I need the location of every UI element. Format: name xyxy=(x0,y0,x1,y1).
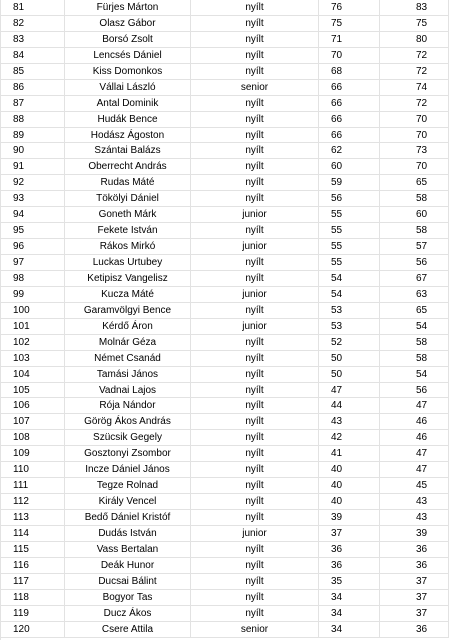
category-cell[interactable]: nyílt xyxy=(191,48,319,63)
name-cell[interactable]: Rákos Mirkó xyxy=(65,239,191,254)
table-row xyxy=(1,303,449,319)
name-cell[interactable]: Kiss Domonkos xyxy=(65,64,191,79)
score2-cell[interactable]: 54 xyxy=(380,367,449,382)
rank-cell[interactable]: 91 xyxy=(1,159,65,174)
table-row xyxy=(1,143,449,159)
score2-cell[interactable]: 36 xyxy=(380,542,449,557)
score1-cell[interactable]: 40 xyxy=(319,478,380,493)
score2-cell[interactable]: 47 xyxy=(380,462,449,477)
table-body xyxy=(1,0,449,638)
score2-cell[interactable]: 58 xyxy=(380,223,449,238)
score1-cell[interactable]: 68 xyxy=(319,64,380,79)
name-cell[interactable]: Molnár Géza xyxy=(65,335,191,350)
table-row xyxy=(1,271,449,287)
name-cell[interactable]: Rudas Máté xyxy=(65,175,191,190)
rank-cell[interactable]: 83 xyxy=(1,32,65,47)
category-cell[interactable]: nyílt xyxy=(191,351,319,366)
score2-cell[interactable]: 65 xyxy=(380,303,449,318)
name-cell[interactable]: Király Vencel xyxy=(65,494,191,509)
category-cell[interactable]: nyílt xyxy=(191,64,319,79)
score2-cell[interactable]: 54 xyxy=(380,319,449,334)
category-cell[interactable]: nyílt xyxy=(191,446,319,461)
score2-cell[interactable]: 58 xyxy=(380,335,449,350)
score2-cell[interactable]: 80 xyxy=(380,32,449,47)
category-cell[interactable]: nyílt xyxy=(191,223,319,238)
score2-cell[interactable]: 37 xyxy=(380,590,449,605)
score1-cell[interactable]: 75 xyxy=(319,16,380,31)
rank-cell[interactable]: 98 xyxy=(1,271,65,286)
table-row xyxy=(1,398,449,414)
table-row xyxy=(1,112,449,128)
name-cell[interactable]: Vadnai Lajos xyxy=(65,383,191,398)
score1-cell[interactable]: 66 xyxy=(319,80,380,95)
rank-cell[interactable]: 85 xyxy=(1,64,65,79)
name-cell[interactable]: Csere Attila xyxy=(65,622,191,637)
category-cell[interactable]: nyílt xyxy=(191,494,319,509)
score2-cell[interactable]: 72 xyxy=(380,96,449,111)
score1-cell[interactable]: 54 xyxy=(319,287,380,302)
name-cell[interactable]: Gosztonyi Zsombor xyxy=(65,446,191,461)
score1-cell[interactable]: 54 xyxy=(319,271,380,286)
name-cell[interactable]: Ducsai Bálint xyxy=(65,574,191,589)
table-row xyxy=(1,80,449,96)
name-cell[interactable]: Szücsik Gegely xyxy=(65,430,191,445)
rank-cell[interactable]: 111 xyxy=(1,478,65,493)
category-cell[interactable]: nyílt xyxy=(191,255,319,270)
rank-cell[interactable]: 115 xyxy=(1,542,65,557)
table-row xyxy=(1,48,449,64)
name-cell[interactable]: Tökölyi Dániel xyxy=(65,191,191,206)
name-cell[interactable]: Szántai Balázs xyxy=(65,143,191,158)
rank-cell[interactable]: 102 xyxy=(1,335,65,350)
score1-cell[interactable]: 41 xyxy=(319,446,380,461)
score2-cell[interactable]: 58 xyxy=(380,351,449,366)
rank-cell[interactable]: 82 xyxy=(1,16,65,31)
rank-cell[interactable]: 108 xyxy=(1,430,65,445)
table-row xyxy=(1,319,449,335)
score2-cell[interactable]: 37 xyxy=(380,574,449,589)
table-row xyxy=(1,558,449,574)
category-cell[interactable]: junior xyxy=(191,239,319,254)
name-cell[interactable]: Ketipisz Vangelisz xyxy=(65,271,191,286)
score1-cell[interactable]: 55 xyxy=(319,239,380,254)
rank-cell[interactable]: 94 xyxy=(1,207,65,222)
name-cell[interactable]: Garamvölgyi Bence xyxy=(65,303,191,318)
score1-cell[interactable]: 36 xyxy=(319,558,380,573)
score2-cell[interactable]: 72 xyxy=(380,64,449,79)
score2-cell[interactable]: 47 xyxy=(380,398,449,413)
score2-cell[interactable]: 74 xyxy=(380,80,449,95)
category-cell[interactable]: nyílt xyxy=(191,112,319,127)
rank-cell[interactable]: 120 xyxy=(1,622,65,637)
score2-cell[interactable]: 73 xyxy=(380,143,449,158)
rank-cell[interactable]: 93 xyxy=(1,191,65,206)
name-cell[interactable]: Vass Bertalan xyxy=(65,542,191,557)
score1-cell[interactable]: 55 xyxy=(319,255,380,270)
score1-cell[interactable]: 56 xyxy=(319,191,380,206)
score2-cell[interactable]: 60 xyxy=(380,207,449,222)
score2-cell[interactable]: 36 xyxy=(380,558,449,573)
score2-cell[interactable]: 37 xyxy=(380,606,449,621)
score2-cell[interactable]: 58 xyxy=(380,191,449,206)
score2-cell[interactable]: 70 xyxy=(380,112,449,127)
name-cell[interactable]: Tegze Rolnad xyxy=(65,478,191,493)
name-cell[interactable]: Görög Ákos András xyxy=(65,414,191,429)
rank-cell[interactable]: 97 xyxy=(1,255,65,270)
score2-cell[interactable]: 65 xyxy=(380,175,449,190)
score1-cell[interactable]: 39 xyxy=(319,510,380,525)
rank-cell[interactable]: 101 xyxy=(1,319,65,334)
category-cell[interactable]: nyílt xyxy=(191,606,319,621)
score1-cell[interactable]: 59 xyxy=(319,175,380,190)
score2-cell[interactable]: 45 xyxy=(380,478,449,493)
category-cell[interactable]: nyílt xyxy=(191,398,319,413)
score2-cell[interactable]: 57 xyxy=(380,239,449,254)
table-row xyxy=(1,462,449,478)
score2-cell[interactable]: 39 xyxy=(380,526,449,541)
rank-cell[interactable]: 109 xyxy=(1,446,65,461)
table-row xyxy=(1,32,449,48)
score1-cell[interactable]: 66 xyxy=(319,112,380,127)
score1-cell[interactable]: 55 xyxy=(319,207,380,222)
rank-cell[interactable]: 84 xyxy=(1,48,65,63)
category-cell[interactable]: nyílt xyxy=(191,32,319,47)
score1-cell[interactable]: 60 xyxy=(319,159,380,174)
name-cell[interactable]: Bogyor Tas xyxy=(65,590,191,605)
rank-cell[interactable]: 119 xyxy=(1,606,65,621)
score1-cell[interactable]: 70 xyxy=(319,48,380,63)
name-cell[interactable]: Olasz Gábor xyxy=(65,16,191,31)
score1-cell[interactable]: 34 xyxy=(319,606,380,621)
rank-cell[interactable]: 112 xyxy=(1,494,65,509)
category-cell[interactable]: nyílt xyxy=(191,367,319,382)
name-cell[interactable]: Deák Hunor xyxy=(65,558,191,573)
rank-cell[interactable]: 100 xyxy=(1,303,65,318)
table-row xyxy=(1,526,449,542)
table-row xyxy=(1,96,449,112)
rank-cell[interactable]: 104 xyxy=(1,367,65,382)
rank-cell[interactable]: 81 xyxy=(1,0,65,15)
table-row xyxy=(1,175,449,191)
table-row xyxy=(1,510,449,526)
category-cell[interactable]: nyílt xyxy=(191,558,319,573)
score1-cell[interactable]: 44 xyxy=(319,398,380,413)
score2-cell[interactable]: 43 xyxy=(380,494,449,509)
score1-cell[interactable]: 34 xyxy=(319,622,380,637)
rank-cell[interactable]: 90 xyxy=(1,143,65,158)
table-row xyxy=(1,64,449,80)
table-row xyxy=(1,351,449,367)
table-row xyxy=(1,383,449,399)
category-cell[interactable]: nyílt xyxy=(191,96,319,111)
rank-cell[interactable]: 103 xyxy=(1,351,65,366)
rank-cell[interactable]: 88 xyxy=(1,112,65,127)
category-cell[interactable]: nyílt xyxy=(191,16,319,31)
score2-cell[interactable]: 63 xyxy=(380,287,449,302)
name-cell[interactable]: Kucza Máté xyxy=(65,287,191,302)
score2-cell[interactable]: 46 xyxy=(380,430,449,445)
score2-cell[interactable]: 36 xyxy=(380,622,449,637)
table-row xyxy=(1,128,449,144)
score1-cell[interactable]: 36 xyxy=(319,542,380,557)
score1-cell[interactable]: 37 xyxy=(319,526,380,541)
category-cell[interactable]: nyílt xyxy=(191,191,319,206)
score1-cell[interactable]: 66 xyxy=(319,128,380,143)
score1-cell[interactable]: 62 xyxy=(319,143,380,158)
name-cell[interactable]: Bedő Dániel Kristóf xyxy=(65,510,191,525)
score2-cell[interactable]: 46 xyxy=(380,414,449,429)
score2-cell[interactable]: 70 xyxy=(380,159,449,174)
category-cell[interactable]: junior xyxy=(191,207,319,222)
name-cell[interactable]: Lencsés Dániel xyxy=(65,48,191,63)
category-cell[interactable]: nyílt xyxy=(191,175,319,190)
score1-cell[interactable]: 42 xyxy=(319,430,380,445)
rank-cell[interactable]: 96 xyxy=(1,239,65,254)
rank-cell[interactable]: 99 xyxy=(1,287,65,302)
score2-cell[interactable]: 75 xyxy=(380,16,449,31)
rank-cell[interactable]: 95 xyxy=(1,223,65,238)
score1-cell[interactable]: 52 xyxy=(319,335,380,350)
score1-cell[interactable]: 35 xyxy=(319,574,380,589)
name-cell[interactable]: Dudás István xyxy=(65,526,191,541)
rank-cell[interactable]: 92 xyxy=(1,175,65,190)
score1-cell[interactable]: 76 xyxy=(319,0,380,15)
category-cell[interactable]: nyílt xyxy=(191,383,319,398)
score1-cell[interactable]: 40 xyxy=(319,494,380,509)
table-row xyxy=(1,16,449,32)
name-cell[interactable]: Luckas Urtubey xyxy=(65,255,191,270)
name-cell[interactable]: Goneth Márk xyxy=(65,207,191,222)
category-cell[interactable]: nyílt xyxy=(191,430,319,445)
table-row xyxy=(1,606,449,622)
table-row xyxy=(1,478,449,494)
name-cell[interactable]: Német Csanád xyxy=(65,351,191,366)
table-row xyxy=(1,430,449,446)
score1-cell[interactable]: 47 xyxy=(319,383,380,398)
score2-cell[interactable]: 70 xyxy=(380,128,449,143)
name-cell[interactable]: Rója Nándor xyxy=(65,398,191,413)
table-row xyxy=(1,239,449,255)
score1-cell[interactable]: 53 xyxy=(319,319,380,334)
rank-cell[interactable]: 110 xyxy=(1,462,65,477)
table-row xyxy=(1,335,449,351)
name-cell[interactable]: Incze Dániel János xyxy=(65,462,191,477)
score1-cell[interactable]: 66 xyxy=(319,96,380,111)
table-row xyxy=(1,255,449,271)
category-cell[interactable]: nyílt xyxy=(191,335,319,350)
category-cell[interactable]: nyílt xyxy=(191,271,319,286)
category-cell[interactable]: nyílt xyxy=(191,590,319,605)
rank-cell[interactable]: 87 xyxy=(1,96,65,111)
rank-cell[interactable]: 114 xyxy=(1,526,65,541)
category-cell[interactable]: nyílt xyxy=(191,303,319,318)
table-row xyxy=(1,159,449,175)
name-cell[interactable]: Oberrecht András xyxy=(65,159,191,174)
table-row xyxy=(1,622,449,638)
name-cell[interactable]: Hudák Bence xyxy=(65,112,191,127)
category-cell[interactable]: junior xyxy=(191,526,319,541)
category-cell[interactable]: nyílt xyxy=(191,159,319,174)
score1-cell[interactable]: 40 xyxy=(319,462,380,477)
category-cell[interactable]: nyílt xyxy=(191,542,319,557)
name-cell[interactable]: Ducz Ákos xyxy=(65,606,191,621)
category-cell[interactable]: junior xyxy=(191,287,319,302)
rank-cell[interactable]: 105 xyxy=(1,383,65,398)
category-cell[interactable]: senior xyxy=(191,622,319,637)
table-row xyxy=(1,207,449,223)
category-cell[interactable]: nyílt xyxy=(191,414,319,429)
score1-cell[interactable]: 71 xyxy=(319,32,380,47)
score1-cell[interactable]: 53 xyxy=(319,303,380,318)
score1-cell[interactable]: 50 xyxy=(319,351,380,366)
name-cell[interactable]: Fürjes Márton xyxy=(65,0,191,15)
category-cell[interactable]: nyílt xyxy=(191,462,319,477)
table-row xyxy=(1,191,449,207)
category-cell[interactable]: nyílt xyxy=(191,128,319,143)
table-row xyxy=(1,542,449,558)
table-row xyxy=(1,367,449,383)
name-cell[interactable]: Kérdő Áron xyxy=(65,319,191,334)
category-cell[interactable]: nyílt xyxy=(191,0,319,15)
rank-cell[interactable]: 116 xyxy=(1,558,65,573)
score1-cell[interactable]: 55 xyxy=(319,223,380,238)
score2-cell[interactable]: 83 xyxy=(380,0,449,15)
table-row xyxy=(1,494,449,510)
rank-cell[interactable]: 118 xyxy=(1,590,65,605)
category-cell[interactable]: nyílt xyxy=(191,574,319,589)
table-row xyxy=(1,223,449,239)
rank-cell[interactable]: 89 xyxy=(1,128,65,143)
name-cell[interactable]: Fekete István xyxy=(65,223,191,238)
category-cell[interactable]: nyílt xyxy=(191,510,319,525)
score2-cell[interactable]: 56 xyxy=(380,383,449,398)
name-cell[interactable]: Vállai László xyxy=(65,80,191,95)
score2-cell[interactable]: 72 xyxy=(380,48,449,63)
rank-cell[interactable]: 107 xyxy=(1,414,65,429)
score2-cell[interactable]: 43 xyxy=(380,510,449,525)
score1-cell[interactable]: 43 xyxy=(319,414,380,429)
category-cell[interactable]: junior xyxy=(191,319,319,334)
name-cell[interactable]: Borsó Zsolt xyxy=(65,32,191,47)
score2-cell[interactable]: 67 xyxy=(380,271,449,286)
table-row xyxy=(1,590,449,606)
rank-cell[interactable]: 86 xyxy=(1,80,65,95)
name-cell[interactable]: Hodász Ágoston xyxy=(65,128,191,143)
name-cell[interactable]: Antal Dominik xyxy=(65,96,191,111)
category-cell[interactable]: nyílt xyxy=(191,143,319,158)
table-row xyxy=(1,414,449,430)
table-row xyxy=(1,287,449,303)
category-cell[interactable]: nyílt xyxy=(191,478,319,493)
category-cell[interactable]: senior xyxy=(191,80,319,95)
table-row xyxy=(1,0,449,16)
rank-cell[interactable]: 117 xyxy=(1,574,65,589)
table-row xyxy=(1,574,449,590)
score2-cell[interactable]: 47 xyxy=(380,446,449,461)
score1-cell[interactable]: 50 xyxy=(319,367,380,382)
score2-cell[interactable]: 56 xyxy=(380,255,449,270)
rank-cell[interactable]: 113 xyxy=(1,510,65,525)
score1-cell[interactable]: 34 xyxy=(319,590,380,605)
rank-cell[interactable]: 106 xyxy=(1,398,65,413)
name-cell[interactable]: Tamási János xyxy=(65,367,191,382)
table-row xyxy=(1,446,449,462)
